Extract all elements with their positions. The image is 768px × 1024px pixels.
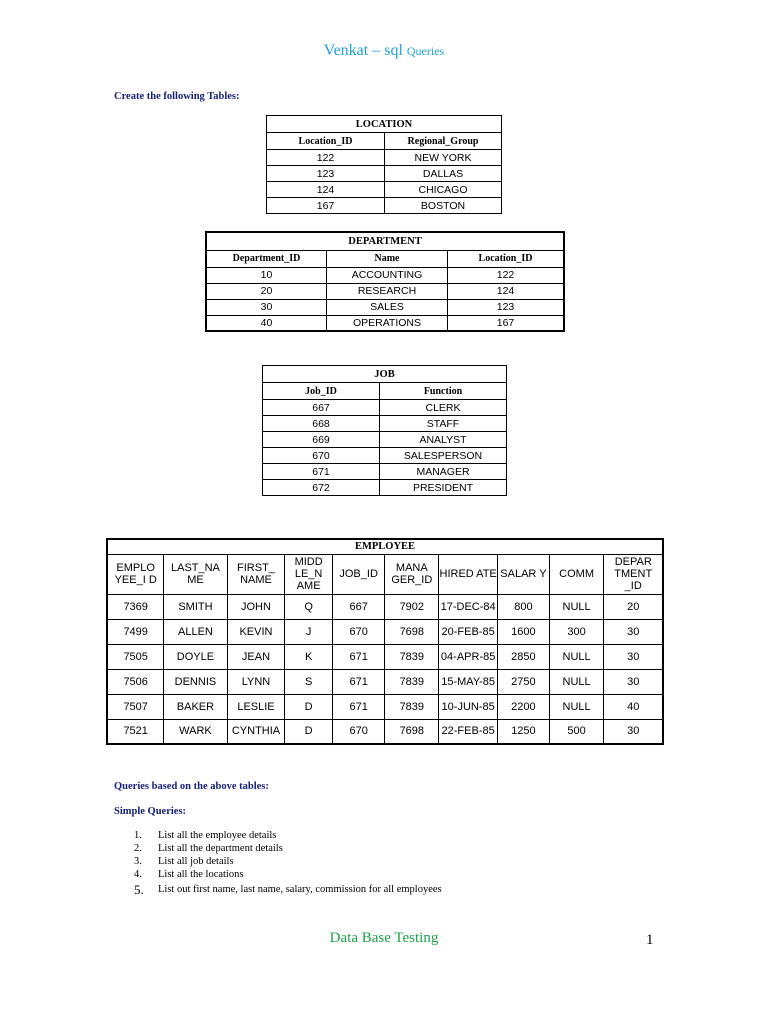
department-cell: 122 — [448, 267, 565, 283]
query-text: List all the locations — [158, 869, 244, 880]
employee-cell: 7521 — [107, 719, 164, 744]
employee-cell: 671 — [332, 694, 385, 719]
employee-header: FIRST_ NAME — [227, 554, 285, 594]
query-item — [114, 842, 442, 855]
page-number: 1 — [646, 932, 654, 948]
employee-cell: 500 — [549, 719, 604, 744]
department-cell: 124 — [448, 283, 565, 299]
title-suffix: Queries — [406, 44, 445, 58]
employee-cell: 7499 — [107, 619, 164, 644]
query-text: List all the department details — [158, 843, 283, 854]
location-cell: NEW YORK — [385, 150, 502, 166]
employee-header: COMM — [549, 554, 604, 594]
employee-cell: 7505 — [107, 644, 164, 669]
employee-cell: 2200 — [498, 694, 550, 719]
job-cell: ANALYST — [380, 432, 507, 448]
footer-text: Data Base Testing — [329, 930, 439, 946]
job-cell: 671 — [263, 464, 380, 480]
employee-cell: K — [285, 644, 332, 669]
job-row — [263, 416, 507, 432]
location-row — [267, 182, 502, 198]
employee-cell: LYNN — [227, 669, 285, 694]
department-row — [206, 267, 564, 283]
location-header: Location_ID — [267, 133, 385, 150]
employee-cell: 671 — [332, 644, 385, 669]
employee-cell: 30 — [604, 669, 663, 694]
location-cell: 124 — [267, 182, 385, 198]
job-cell: MANAGER — [380, 464, 507, 480]
job-row — [263, 400, 507, 416]
department-row — [206, 315, 564, 331]
employee-cell: BAKER — [164, 694, 227, 719]
job-cell: 670 — [263, 448, 380, 464]
query-list — [114, 829, 442, 896]
employee-header: DEPAR TMENT _ID — [604, 554, 663, 594]
department-cell: 10 — [206, 267, 327, 283]
department-header: Department_ID — [206, 250, 327, 267]
job-cell: 667 — [263, 400, 380, 416]
employee-cell: 2750 — [498, 669, 550, 694]
employee-cell: 30 — [604, 619, 663, 644]
employee-header: MANA GER_ID — [385, 554, 439, 594]
employee-cell: NULL — [549, 694, 604, 719]
department-row — [206, 299, 564, 315]
query-number: 3. — [134, 856, 142, 867]
employee-header: HIRED ATE — [439, 554, 498, 594]
employee-cell: 7839 — [385, 694, 439, 719]
employee-cell: 670 — [332, 619, 385, 644]
employee-cell: 40 — [604, 694, 663, 719]
intro-heading: Create the following Tables: — [114, 91, 240, 102]
job-header: Function — [380, 383, 507, 400]
employee-row — [107, 669, 663, 694]
employee-cell: 7507 — [107, 694, 164, 719]
employee-row — [107, 619, 663, 644]
department-table — [205, 231, 565, 332]
page-title — [0, 42, 768, 60]
department-cell: ACCOUNTING — [327, 267, 448, 283]
job-row — [263, 464, 507, 480]
query-item — [114, 829, 442, 842]
department-cell: 20 — [206, 283, 327, 299]
location-caption: LOCATION — [267, 116, 502, 133]
department-cell: 40 — [206, 315, 327, 331]
department-caption: DEPARTMENT — [206, 232, 564, 250]
employee-row — [107, 719, 663, 744]
employee-cell: D — [285, 694, 332, 719]
department-cell: RESEARCH — [327, 283, 448, 299]
employee-table — [106, 538, 664, 745]
employee-header: EMPLO YEE_I D — [107, 554, 164, 594]
department-cell: 167 — [448, 315, 565, 331]
job-row — [263, 448, 507, 464]
department-cell: 30 — [206, 299, 327, 315]
employee-cell: 7506 — [107, 669, 164, 694]
employee-cell: 04-APR-85 — [439, 644, 498, 669]
location-cell: CHICAGO — [385, 182, 502, 198]
employee-cell: 7839 — [385, 644, 439, 669]
employee-cell: 10-JUN-85 — [439, 694, 498, 719]
employee-row — [107, 694, 663, 719]
department-cell: OPERATIONS — [327, 315, 448, 331]
employee-cell: D — [285, 719, 332, 744]
job-header: Job_ID — [263, 383, 380, 400]
employee-cell: JOHN — [227, 594, 285, 619]
employee-cell: 15-MAY-85 — [439, 669, 498, 694]
employee-cell: ALLEN — [164, 619, 227, 644]
department-cell: SALES — [327, 299, 448, 315]
employee-cell: 30 — [604, 719, 663, 744]
employee-cell: CYNTHIA — [227, 719, 285, 744]
query-number: 2. — [134, 843, 142, 854]
department-row — [206, 283, 564, 299]
employee-cell: 671 — [332, 669, 385, 694]
employee-cell: 7698 — [385, 719, 439, 744]
employee-cell: JEAN — [227, 644, 285, 669]
job-row — [263, 480, 507, 496]
employee-cell: 7698 — [385, 619, 439, 644]
job-row — [263, 432, 507, 448]
location-cell: 123 — [267, 166, 385, 182]
location-row — [267, 150, 502, 166]
employee-cell: 1600 — [498, 619, 550, 644]
queries-heading: Queries based on the above tables: — [114, 781, 269, 792]
employee-cell: NULL — [549, 594, 604, 619]
employee-cell: 300 — [549, 619, 604, 644]
title-main: Venkat – sql — [323, 42, 403, 59]
query-item — [114, 883, 442, 896]
employee-cell: KEVIN — [227, 619, 285, 644]
location-cell: DALLAS — [385, 166, 502, 182]
department-header: Name — [327, 250, 448, 267]
employee-cell: J — [285, 619, 332, 644]
query-number: 1. — [134, 830, 142, 841]
employee-cell: 2850 — [498, 644, 550, 669]
employee-caption: EMPLOYEE — [107, 539, 663, 554]
job-table — [262, 365, 507, 496]
employee-cell: 7902 — [385, 594, 439, 619]
employee-cell: WARK — [164, 719, 227, 744]
employee-cell: 17-DEC-84 — [439, 594, 498, 619]
employee-cell: NULL — [549, 669, 604, 694]
employee-cell: 667 — [332, 594, 385, 619]
employee-row — [107, 644, 663, 669]
location-cell: BOSTON — [385, 198, 502, 214]
job-cell: CLERK — [380, 400, 507, 416]
employee-header: SALAR Y — [498, 554, 550, 594]
query-text: List all job details — [158, 856, 234, 867]
job-cell: SALESPERSON — [380, 448, 507, 464]
employee-cell: 670 — [332, 719, 385, 744]
department-header: Location_ID — [448, 250, 565, 267]
job-cell: PRESIDENT — [380, 480, 507, 496]
location-table — [266, 115, 502, 214]
employee-cell: DOYLE — [164, 644, 227, 669]
query-number: 4. — [134, 869, 142, 880]
query-text: List out first name, last name, salary, commission for all employees — [158, 884, 442, 895]
employee-cell: 7369 — [107, 594, 164, 619]
simple-queries-heading: Simple Queries: — [114, 806, 187, 817]
location-cell: 167 — [267, 198, 385, 214]
employee-row — [107, 594, 663, 619]
employee-cell: 30 — [604, 644, 663, 669]
job-caption: JOB — [263, 366, 507, 383]
employee-cell: LESLIE — [227, 694, 285, 719]
employee-header: MIDD LE_N AME — [285, 554, 332, 594]
employee-cell: 800 — [498, 594, 550, 619]
location-header: Regional_Group — [385, 133, 502, 150]
job-cell: 669 — [263, 432, 380, 448]
query-item — [114, 868, 442, 881]
job-cell: STAFF — [380, 416, 507, 432]
job-cell: 672 — [263, 480, 380, 496]
employee-cell: 22-FEB-85 — [439, 719, 498, 744]
employee-cell: Q — [285, 594, 332, 619]
employee-cell: 20 — [604, 594, 663, 619]
employee-cell: 20-FEB-85 — [439, 619, 498, 644]
employee-cell: 1250 — [498, 719, 550, 744]
employee-cell: 7839 — [385, 669, 439, 694]
query-item — [114, 855, 442, 868]
location-row — [267, 166, 502, 182]
location-cell: 122 — [267, 150, 385, 166]
employee-cell: NULL — [549, 644, 604, 669]
job-cell: 668 — [263, 416, 380, 432]
employee-header: LAST_NA ME — [164, 554, 227, 594]
employee-cell: S — [285, 669, 332, 694]
query-text: List all the employee details — [158, 830, 277, 841]
query-number: 5. — [134, 882, 144, 897]
location-row — [267, 198, 502, 214]
employee-cell: DENNIS — [164, 669, 227, 694]
employee-cell: SMITH — [164, 594, 227, 619]
department-cell: 123 — [448, 299, 565, 315]
employee-header: JOB_ID — [332, 554, 385, 594]
